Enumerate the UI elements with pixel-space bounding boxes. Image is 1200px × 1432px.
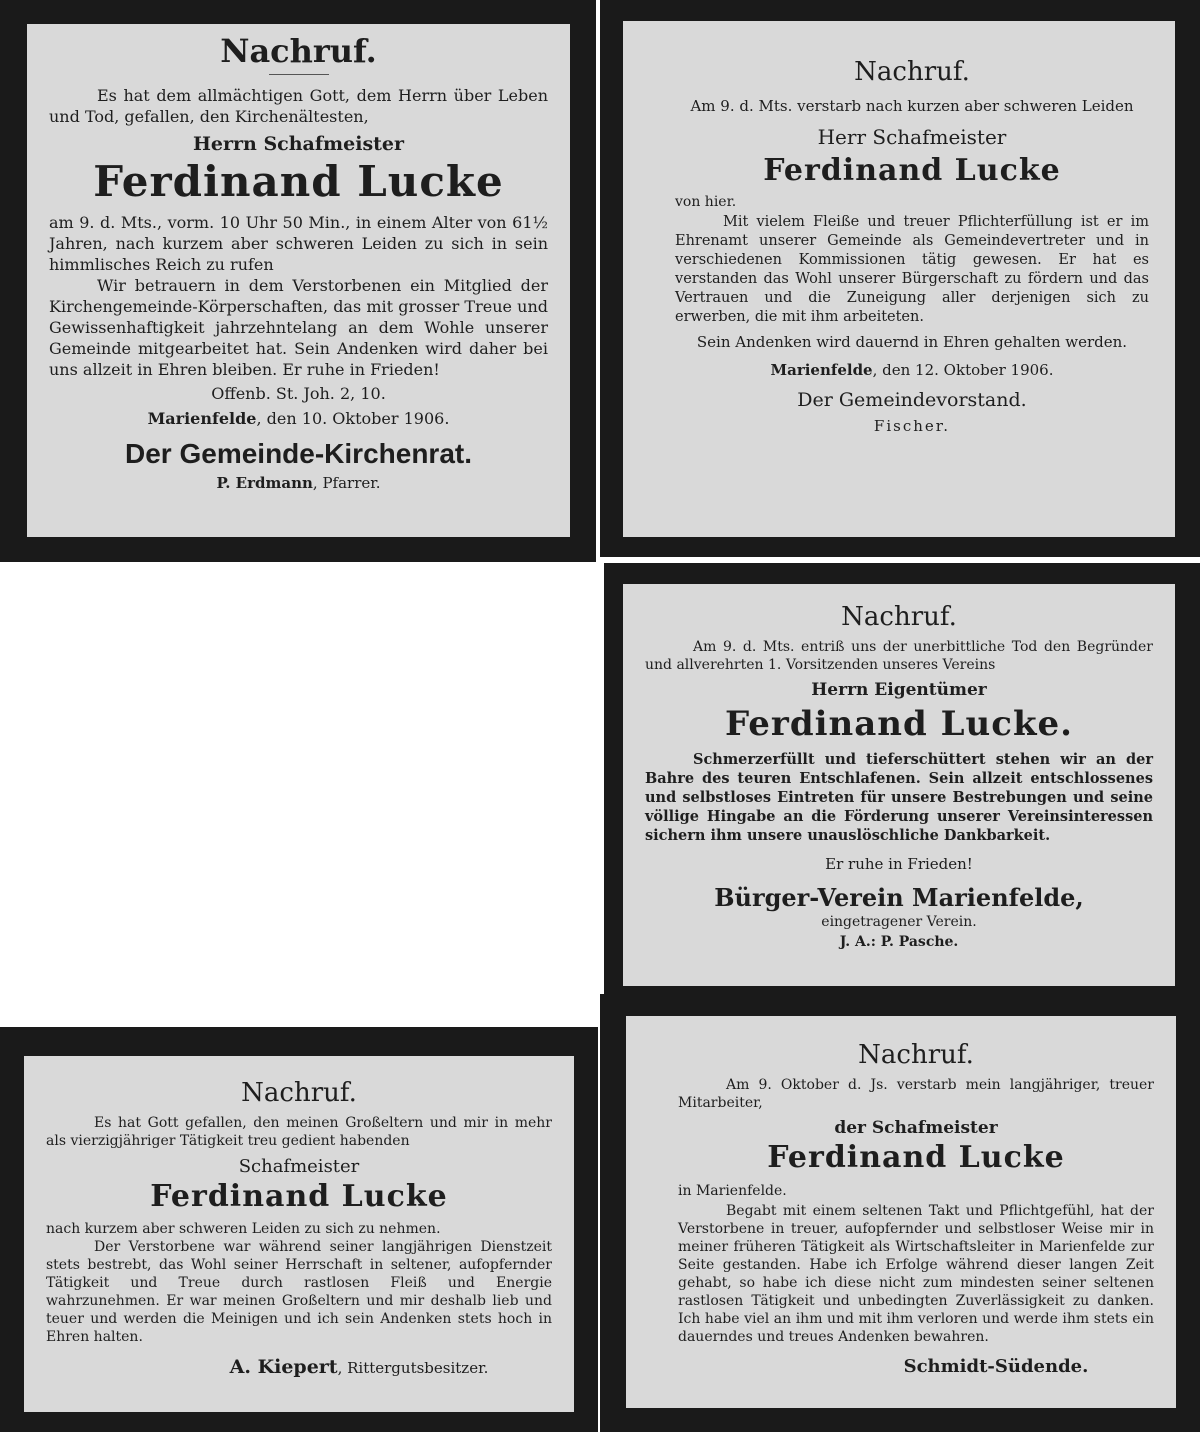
signer-name: P. Erdmann <box>216 474 313 492</box>
deceased-name: Ferdinand Lucke <box>93 157 504 206</box>
notice-body-continued: Der Verstorbene war während seiner langjährigen Dienstzeit stets bestrebt, das Wohl seiner Herrschaft in seltener, aufopfernder Tätigkeit und Treue durch rastlosen Fleiß und Energie wahrzunehmen. Er war meinen Großeltern und mir deshalb lieb und teuer und werden die Meinigen und ich sein Andenken stets hoch in Ehren halten. <box>46 1239 552 1345</box>
place-name: Marienfelde <box>147 409 257 428</box>
signer-name: Schmidt-Südende. <box>903 1356 1089 1377</box>
notice-body: am 9. d. Mts., vorm. 10 Uhr 50 Min., in einem Alter von 61½ Jahren, nach kurzem aber schweren Leiden zu sich in sein himmlisches Reich zu rufen <box>49 213 548 274</box>
notice-intro: Am 9. Oktober d. Js. verstarb mein langjähriger, treuer Mitarbeiter, <box>678 1077 1154 1111</box>
notice-body: Mit vielem Fleiße und treuer Pflichterfüllung ist er im Ehrenamt unserer Gemeinde als Gemeindevertreter und in verschiedenen Kommissionen tätig gewesen. Er hat es verstanden das Wohl unserer Bürgerschaft zu fördern und das Vertrauen und die Zuneigung aller derjenigen sich zu erwerben, die mit ihm arbeiteten. <box>675 214 1149 325</box>
signer-role: , Pfarrer. <box>312 474 381 492</box>
notice-intro: Es hat Gott gefallen, den meinen Großeltern und mir in mehr als vierzigjähriger Tätigkeit treu gedient habenden <box>46 1115 552 1149</box>
deceased-name: Ferdinand Lucke <box>150 1179 448 1214</box>
place-date-line <box>49 409 548 428</box>
signer-name: A. Kiepert <box>229 1356 338 1378</box>
obituary-notice-kiepert <box>24 1056 574 1412</box>
notice-title: Nachruf. <box>854 57 970 87</box>
notice-date: , den 12. Oktober 1906. <box>872 361 1054 379</box>
signing-organization: Der Gemeinde-Kirchenrat. <box>125 438 472 469</box>
notice-body: Schmerzerfüllt und tieferschüttert stehen wir an der Bahre des teuren Entschlafenen. Sein allzeit entschlossenes und selbstloses Eintreten für unsere Bestrebungen und seine völlige Hingabe an die Förderung unserer Vereinsinteressen sichern ihm unsere unauslöschliche Dankbarkeit. <box>645 751 1153 844</box>
notice-honorific: Herrn Schafmeister <box>192 133 405 155</box>
obituary-notice-schmidt-suedende <box>626 1016 1176 1408</box>
deceased-name: Ferdinand Lucke. <box>725 704 1073 744</box>
notice-closing: Er ruhe in Frieden! <box>825 855 973 873</box>
place-date-line <box>675 361 1149 379</box>
scripture-reference: Offenb. St. Joh. 2, 10. <box>211 384 386 403</box>
notice-intro: Es hat dem allmächtigen Gott, dem Herrn über Leben und Tod, gefallen, den Kirchenältesten, <box>49 86 548 126</box>
notice-closing: Sein Andenken wird dauernd in Ehren gehalten werden. <box>696 333 1128 351</box>
notice-intro: Am 9. d. Mts. entriß uns der unerbittliche Tod den Begründer und allverehrten 1. Vorsitzenden unseres Vereins <box>645 639 1153 673</box>
signer-role: , Rittergutsbesitzer. <box>337 1359 489 1377</box>
notice-honorific: der Schafmeister <box>834 1118 998 1138</box>
notice-honorific: Schafmeister <box>238 1156 360 1177</box>
notice-intro: Am 9. d. Mts. verstarb nach kurzen aber schweren Leiden <box>690 97 1134 115</box>
notice-date: , den 10. Oktober 1906. <box>256 409 450 428</box>
notice-body: nach kurzem aber schweren Leiden zu sich zu nehmen. <box>46 1221 441 1237</box>
obituary-notice-church-council <box>27 24 570 537</box>
notice-title: Nachruf. <box>241 1078 357 1108</box>
signer-line <box>46 1356 552 1378</box>
notice-body: Begabt mit einem seltenen Takt und Pflichtgefühl, hat der Verstorbene in treuer, aufopfernder und selbstloser Weise mir in meiner früheren Tätigkeit als Wirtschaftsleiter in Marienfelde zur Seite gestanden. Habe ich Erfolge während dieser langen Zeit gehabt, so habe ich diese nicht zum mindesten seiner seltenen rastlosen Tätigkeit und unbedingten Zuverlässigkeit zu danken. Ich habe viel an ihm und mit ihm verloren und werde ihm stets ein dauerndes und treues Andenken bewahren. <box>678 1203 1154 1345</box>
notice-body-continued: Wir betrauern in dem Verstorbenen ein Mitglied der Kirchengemeinde-Körperschaften, das mit grosser Treue und Gewissenhaftigkeit jahrzehntelang an dem Wohle unserer Gemeinde mitgearbeitet hat. Sein Andenken wird daher bei uns allzeit in Ehren bleiben. Er ruhe in Frieden! <box>49 276 548 379</box>
deceased-name: Ferdinand Lucke <box>767 1140 1065 1175</box>
place-name: Marienfelde <box>770 361 873 379</box>
notice-origin: von hier. <box>675 194 737 210</box>
notice-honorific: Herrn Eigentümer <box>811 680 987 700</box>
notice-origin: in Marienfelde. <box>678 1183 787 1199</box>
notice-title: Nachruf. <box>220 32 377 70</box>
signing-organization: Der Gemeindevorstand. <box>797 389 1027 411</box>
deceased-name: Ferdinand Lucke <box>763 153 1061 188</box>
notice-title: Nachruf. <box>858 1040 974 1070</box>
divider <box>269 74 329 75</box>
notice-honorific: Herr Schafmeister <box>817 125 1007 149</box>
signing-organization: Bürger-Verein Marienfelde, <box>714 883 1084 912</box>
organization-subtitle: eingetragener Verein. <box>821 914 977 930</box>
signer-name: Fischer. <box>873 417 951 435</box>
obituary-notice-municipal-board <box>623 21 1175 537</box>
signer-line <box>49 474 548 492</box>
notice-title: Nachruf. <box>841 602 957 632</box>
obituary-notice-citizens-association <box>623 584 1175 986</box>
signer-name: J. A.: P. Pasche. <box>839 934 959 950</box>
